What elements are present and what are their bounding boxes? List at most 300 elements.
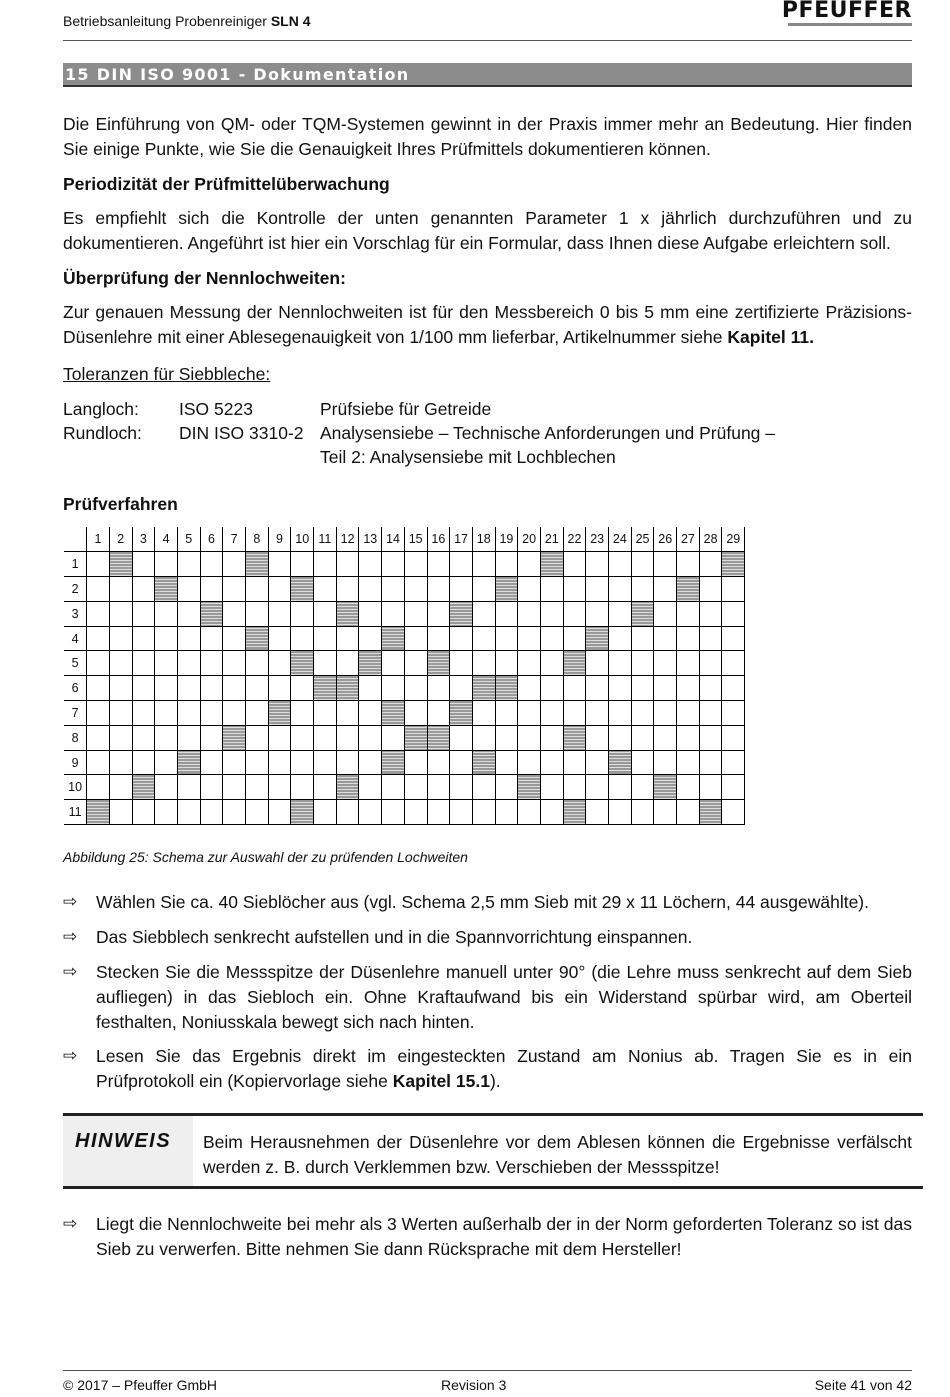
grid-row [64, 775, 745, 800]
grid-cell [722, 725, 745, 750]
grid-cell [495, 725, 518, 750]
grid-cell-selected [631, 601, 654, 626]
grid-cell [563, 775, 586, 800]
grid-cell [246, 800, 269, 825]
pfeuffer-logo: PFEUFFER [781, 0, 912, 23]
grid-cell-selected [699, 800, 722, 825]
grid-cell [495, 800, 518, 825]
grid-cell [540, 626, 563, 651]
grid-cell [722, 775, 745, 800]
grid-cell-selected [472, 750, 495, 775]
grid-cell [336, 800, 359, 825]
grid-cell [132, 676, 155, 701]
grid-cell-selected [495, 676, 518, 701]
grid-column-header: 13 [359, 527, 382, 552]
grid-cell [540, 701, 563, 726]
instruction-text [96, 1044, 912, 1094]
grid-cell [654, 651, 677, 676]
grid-cell [200, 651, 223, 676]
grid-cell [359, 750, 382, 775]
grid-row-header: 11 [64, 800, 87, 825]
grid-cell [336, 750, 359, 775]
grid-cell-selected [177, 750, 200, 775]
grid-cell [314, 577, 337, 602]
grid-column-header: 29 [722, 527, 745, 552]
grid-cell [246, 601, 269, 626]
grid-row-header: 6 [64, 676, 87, 701]
grid-cell [631, 775, 654, 800]
grid-column-header: 28 [699, 527, 722, 552]
grid-cell [223, 750, 246, 775]
grid-cell [518, 676, 541, 701]
grid-cell [472, 701, 495, 726]
grid-cell [155, 601, 178, 626]
grid-cell [200, 577, 223, 602]
grid-cell-selected [382, 701, 405, 726]
grid-cell [155, 775, 178, 800]
grid-cell [223, 775, 246, 800]
grid-cell [540, 676, 563, 701]
grid-cell [132, 750, 155, 775]
document-title-prefix: Betriebsanleitung Probenreiniger [63, 13, 271, 29]
grid-column-header: 15 [404, 527, 427, 552]
grid-cell-selected [200, 601, 223, 626]
grid-cell [177, 725, 200, 750]
grid-cell [472, 800, 495, 825]
grid-cell [677, 676, 700, 701]
grid-cell-selected [450, 701, 473, 726]
grid-cell [246, 651, 269, 676]
grid-cell [200, 626, 223, 651]
grid-cell [291, 701, 314, 726]
grid-cell [109, 800, 132, 825]
grid-cell [155, 701, 178, 726]
footer-page-number: Seite 41 von 42 [814, 1377, 912, 1393]
grid-row [64, 552, 745, 577]
grid-cell [540, 651, 563, 676]
grid-cell [472, 601, 495, 626]
grid-cell [518, 577, 541, 602]
grid-cell [631, 800, 654, 825]
grid-cell [609, 552, 632, 577]
grid-cell-selected [404, 725, 427, 750]
grid-cell [223, 626, 246, 651]
grid-cell [246, 750, 269, 775]
arrow-right-icon: ⇨ [63, 962, 78, 982]
grid-cell [495, 750, 518, 775]
instruction-text: Das Siebblech senkrecht aufstellen und in die Spannvorrichtung einspannen. [96, 927, 693, 947]
grid-row [64, 676, 745, 701]
section-heading: 15 DIN ISO 9001 - Dokumentation [63, 63, 912, 87]
grid-cell-selected [155, 577, 178, 602]
grid-row [64, 800, 745, 825]
figure-caption: Abbildung 25: Schema zur Auswahl der zu prüfenden Lochweiten [63, 849, 468, 865]
grid-cell [586, 725, 609, 750]
grid-cell [382, 676, 405, 701]
chapter-reference: Kapitel 15.1 [392, 1071, 490, 1091]
grid-cell [677, 750, 700, 775]
grid-cell [87, 725, 110, 750]
tolerance-type: Langloch: [63, 399, 139, 419]
grid-cell [609, 800, 632, 825]
arrow-right-icon: ⇨ [63, 1046, 78, 1066]
grid-cell [268, 626, 291, 651]
grid-cell [586, 577, 609, 602]
grid-cell [359, 701, 382, 726]
grid-cell [609, 701, 632, 726]
grid-cell-selected [109, 552, 132, 577]
grid-cell [314, 800, 337, 825]
grid-cell [631, 701, 654, 726]
grid-cell [109, 750, 132, 775]
grid-cell [132, 601, 155, 626]
grid-cell [336, 701, 359, 726]
grid-cell [268, 725, 291, 750]
grid-cell [631, 725, 654, 750]
grid-cell [677, 552, 700, 577]
grid-column-header: 6 [200, 527, 223, 552]
periodicity-heading: Periodizität der Prüfmittelüberwachung [63, 174, 390, 194]
grid-column-header: 9 [268, 527, 291, 552]
grid-cell [540, 750, 563, 775]
grid-column-header: 14 [382, 527, 405, 552]
grid-cell [314, 750, 337, 775]
tolerance-description: Analysensiebe – Technische Anforderungen und Prüfung – [320, 423, 776, 443]
grid-cell-selected [654, 775, 677, 800]
grid-cell-selected [472, 676, 495, 701]
grid-row [64, 601, 745, 626]
grid-cell [631, 750, 654, 775]
grid-cell-selected [427, 725, 450, 750]
grid-row-header: 10 [64, 775, 87, 800]
grid-cell [699, 676, 722, 701]
grid-cell [677, 725, 700, 750]
grid-cell-selected [359, 651, 382, 676]
grid-cell [450, 552, 473, 577]
grid-cell [336, 651, 359, 676]
grid-cell [472, 725, 495, 750]
document-title [63, 13, 311, 29]
grid-cell [109, 626, 132, 651]
grid-cell [87, 577, 110, 602]
grid-cell [450, 577, 473, 602]
instruction-item [63, 1212, 912, 1262]
grid-cell-selected [336, 676, 359, 701]
grid-row [64, 701, 745, 726]
grid-cell [722, 626, 745, 651]
document-title-model: SLN 4 [270, 13, 311, 29]
grid-cell [699, 552, 722, 577]
grid-cell [518, 800, 541, 825]
grid-cell [654, 701, 677, 726]
grid-cell [722, 676, 745, 701]
grid-cell [359, 552, 382, 577]
grid-cell [314, 701, 337, 726]
grid-cell [586, 651, 609, 676]
check-heading: Überprüfung der Nennlochweiten: [63, 268, 346, 288]
grid-cell [404, 601, 427, 626]
grid-cell-selected [563, 651, 586, 676]
grid-column-header: 3 [132, 527, 155, 552]
grid-cell [722, 750, 745, 775]
grid-column-header: 20 [518, 527, 541, 552]
grid-cell [132, 626, 155, 651]
grid-cell-selected [450, 601, 473, 626]
grid-cell [404, 775, 427, 800]
logo-underline [788, 23, 912, 26]
grid-cell [563, 701, 586, 726]
grid-cell [223, 676, 246, 701]
grid-cell [495, 552, 518, 577]
grid-cell [427, 775, 450, 800]
grid-cell [177, 676, 200, 701]
grid-column-header: 26 [654, 527, 677, 552]
grid-cell [109, 701, 132, 726]
grid-cell [382, 651, 405, 676]
grid-column-header: 23 [586, 527, 609, 552]
grid-cell [450, 651, 473, 676]
grid-cell [359, 626, 382, 651]
grid-cell [132, 800, 155, 825]
grid-cell [177, 626, 200, 651]
grid-cell [427, 676, 450, 701]
grid-cell-selected [609, 750, 632, 775]
grid-row-header: 2 [64, 577, 87, 602]
grid-cell [472, 626, 495, 651]
notice-text: Beim Herausnehmen der Düsenlehre vor dem Ablesen können die Ergebnisse verfälscht werden z. B. durch Verklemmen bzw. Verschieben der Messspitze! [203, 1132, 912, 1177]
grid-column-header: 17 [450, 527, 473, 552]
grid-cell [586, 775, 609, 800]
grid-row-header: 3 [64, 601, 87, 626]
grid-cell [677, 651, 700, 676]
grid-cell [563, 626, 586, 651]
grid-cell [87, 626, 110, 651]
notice-box [63, 1113, 923, 1189]
grid-cell [268, 676, 291, 701]
grid-cell [359, 601, 382, 626]
tolerance-norm: DIN ISO 3310-2 [179, 423, 304, 443]
grid-cell [472, 577, 495, 602]
grid-cell [586, 701, 609, 726]
grid-cell [722, 701, 745, 726]
grid-cell [109, 775, 132, 800]
grid-cell [87, 775, 110, 800]
grid-cell [404, 577, 427, 602]
grid-cell-selected [87, 800, 110, 825]
grid-cell [200, 676, 223, 701]
grid-row [64, 626, 745, 651]
grid-row-header: 5 [64, 651, 87, 676]
grid-cell [382, 775, 405, 800]
grid-cell [609, 725, 632, 750]
grid-cell [359, 800, 382, 825]
arrow-right-icon: ⇨ [63, 1214, 78, 1234]
grid-cell [155, 676, 178, 701]
procedure-heading: Prüfverfahren [63, 494, 178, 514]
grid-cell [450, 676, 473, 701]
grid-cell [87, 601, 110, 626]
grid-cell [722, 800, 745, 825]
grid-cell-selected [268, 701, 291, 726]
grid-cell [631, 552, 654, 577]
grid-cell [609, 676, 632, 701]
grid-cell-selected [677, 577, 700, 602]
grid-column-header: 5 [177, 527, 200, 552]
grid-cell [563, 552, 586, 577]
grid-cell [359, 676, 382, 701]
grid-cell [246, 775, 269, 800]
grid-cell [314, 601, 337, 626]
grid-row-header: 7 [64, 701, 87, 726]
grid-cell [518, 725, 541, 750]
grid-cell [654, 601, 677, 626]
instruction-item [63, 925, 912, 950]
grid-row-header: 4 [64, 626, 87, 651]
grid-cell [223, 552, 246, 577]
grid-cell [654, 800, 677, 825]
grid-cell [177, 800, 200, 825]
grid-cell [291, 750, 314, 775]
grid-column-header: 11 [314, 527, 337, 552]
check-text: Zur genauen Messung der Nennlochweiten ist für den Messbereich 0 bis 5 mm eine zertifizierte Präzisions-Düsenlehre mit einer Ablesegenauigkeit von 1/100 mm lieferbar, Artikelnummer siehe [63, 302, 912, 347]
grid-cell [314, 651, 337, 676]
grid-cell [109, 725, 132, 750]
tolerances-heading: Toleranzen für Siebbleche: [63, 364, 271, 384]
grid-cell [87, 750, 110, 775]
grid-cell [268, 601, 291, 626]
grid-cell [450, 800, 473, 825]
grid-cell-selected [427, 651, 450, 676]
tolerance-norm: ISO 5223 [179, 399, 253, 419]
grid-cell-selected [223, 725, 246, 750]
grid-row [64, 725, 745, 750]
grid-cell [314, 626, 337, 651]
grid-cell [359, 775, 382, 800]
grid-cell [631, 676, 654, 701]
grid-cell [631, 651, 654, 676]
grid-column-header: 27 [677, 527, 700, 552]
grid-cell [268, 552, 291, 577]
grid-cell [155, 552, 178, 577]
grid-cell-selected [291, 577, 314, 602]
tolerance-description: Prüfsiebe für Getreide [320, 399, 492, 419]
grid-cell [382, 577, 405, 602]
grid-cell [246, 577, 269, 602]
grid-cell [177, 552, 200, 577]
grid-cell [404, 800, 427, 825]
grid-cell [87, 676, 110, 701]
grid-cell [631, 626, 654, 651]
grid-cell [586, 552, 609, 577]
grid-cell [654, 577, 677, 602]
grid-cell [177, 651, 200, 676]
grid-cell [427, 800, 450, 825]
check-paragraph [63, 300, 912, 350]
grid-cell [268, 750, 291, 775]
check-chapter-ref: Kapitel 11. [727, 327, 814, 347]
grid-cell [223, 601, 246, 626]
grid-cell [563, 750, 586, 775]
grid-cell [359, 577, 382, 602]
instruction-item [63, 960, 912, 1035]
grid-cell [699, 651, 722, 676]
grid-cell [382, 800, 405, 825]
grid-cell [540, 775, 563, 800]
grid-cell [654, 676, 677, 701]
grid-column-header: 2 [109, 527, 132, 552]
grid-cell [495, 775, 518, 800]
grid-cell-selected [291, 651, 314, 676]
grid-cell [314, 725, 337, 750]
grid-cell [722, 601, 745, 626]
grid-cell-selected [336, 601, 359, 626]
grid-cell [518, 626, 541, 651]
grid-column-header: 18 [472, 527, 495, 552]
grid-cell [223, 800, 246, 825]
arrow-right-icon: ⇨ [63, 892, 78, 912]
grid-cell [472, 651, 495, 676]
grid-cell [677, 626, 700, 651]
grid-cell [246, 725, 269, 750]
grid-cell [586, 750, 609, 775]
grid-column-header: 12 [336, 527, 359, 552]
grid-corner [64, 527, 87, 552]
grid-cell [450, 626, 473, 651]
grid-column-header: 22 [563, 527, 586, 552]
grid-cell [177, 701, 200, 726]
grid-cell [677, 775, 700, 800]
grid-cell-selected [336, 775, 359, 800]
grid-cell-selected [586, 626, 609, 651]
grid-row [64, 577, 745, 602]
grid-cell [87, 651, 110, 676]
grid-cell-selected [563, 800, 586, 825]
grid-cell [699, 750, 722, 775]
grid-column-header: 10 [291, 527, 314, 552]
grid-column-header: 1 [87, 527, 110, 552]
grid-cell [291, 775, 314, 800]
grid-column-header: 19 [495, 527, 518, 552]
grid-cell [382, 601, 405, 626]
grid-cell [518, 750, 541, 775]
grid-cell [450, 775, 473, 800]
grid-cell [677, 601, 700, 626]
grid-cell [109, 601, 132, 626]
grid-cell [495, 651, 518, 676]
grid-cell [200, 750, 223, 775]
grid-cell [223, 577, 246, 602]
grid-cell [132, 552, 155, 577]
grid-row [64, 750, 745, 775]
grid-cell [654, 552, 677, 577]
grid-cell [404, 651, 427, 676]
grid-cell [586, 601, 609, 626]
hole-selection-grid [64, 527, 745, 825]
grid-cell [450, 725, 473, 750]
grid-cell [540, 725, 563, 750]
grid-cell [540, 800, 563, 825]
grid-cell [177, 601, 200, 626]
footer-revision: Revision 3 [441, 1377, 507, 1393]
grid-cell [427, 552, 450, 577]
periodicity-paragraph: Es empfiehlt sich die Kontrolle der unten genannten Parameter 1 x jährlich durchzuführen und zu dokumentieren. Angeführt ist hier ein Vorschlag für ein Formular, dass Ihnen diese Aufgabe erleichtern soll. [63, 208, 912, 253]
grid-table [64, 527, 745, 825]
grid-cell [200, 800, 223, 825]
grid-cell [223, 701, 246, 726]
grid-cell-selected [563, 725, 586, 750]
grid-cell [268, 775, 291, 800]
grid-cell [132, 577, 155, 602]
